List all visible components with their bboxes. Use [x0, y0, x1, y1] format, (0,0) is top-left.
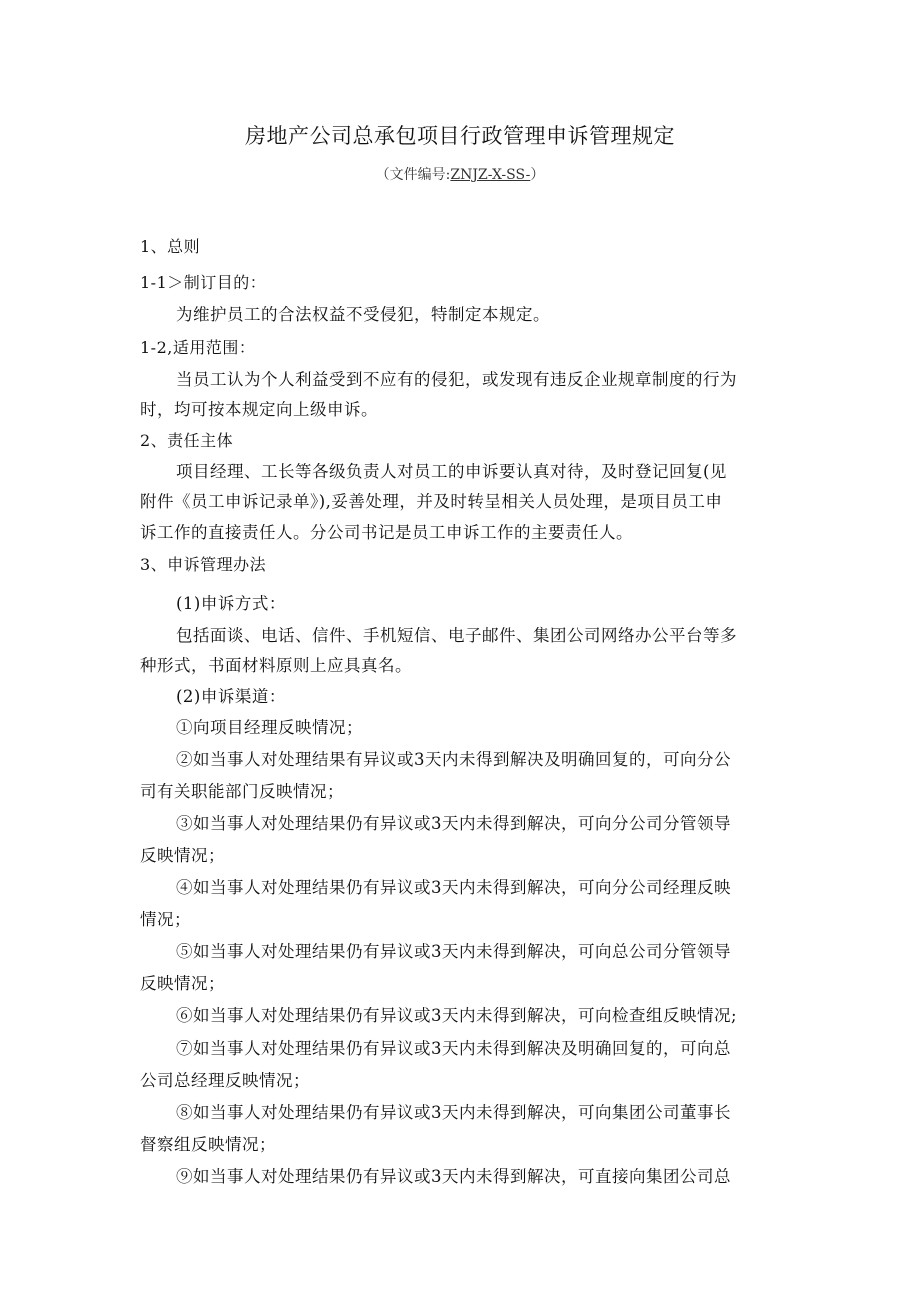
paragraph-line: 种形式，书面材料原则上应具真名。: [140, 656, 412, 675]
subsection-heading-channels: (2)申诉渠道：: [176, 687, 286, 706]
list-item: ④如当事人对处理结果仍有异议或3天内未得到解决，可向分公司经理反映: [176, 878, 731, 897]
document-number: [0, 164, 920, 184]
list-item-continuation: 司有关职能部门反映情况；: [140, 782, 344, 801]
paragraph-line: 诉工作的直接责任人。分公司书记是员工申诉工作的主要责任人。: [140, 523, 633, 542]
section-heading-responsibility: 2、责任主体: [140, 431, 234, 450]
subsection-heading-methods: (1)申诉方式：: [176, 594, 286, 613]
paragraph-line: 附件《员工申诉记录单》),妥善处理，并及时转呈相关人员处理，是项目员工申: [140, 492, 723, 511]
list-item: ⑤如当事人对处理结果仍有异议或3天内未得到解决，可向总公司分管领导: [176, 942, 731, 961]
list-item: ⑦如当事人对处理结果仍有异议或3天内未得到解决及明确回复的，可向总: [176, 1039, 731, 1058]
section-heading-procedures: 3、申诉管理办法: [140, 555, 267, 574]
list-item-continuation: 情况；: [140, 910, 191, 929]
list-item: ⑥如当事人对处理结果仍有异议或3天内未得到解决，可向检查组反映情况;: [176, 1006, 738, 1025]
subsection-heading-purpose: 1-1＞制订目的：: [140, 273, 267, 292]
list-item: ③如当事人对处理结果仍有异议或3天内未得到解决，可向分公司分管领导: [176, 814, 731, 833]
list-item: ②如当事人对处理结果有异议或3天内未得到解决及明确回复的，可向分公: [176, 750, 731, 769]
list-item-continuation: 反映情况；: [140, 846, 225, 865]
list-item: ①向项目经理反映情况；: [176, 718, 363, 737]
paragraph-line: 时，均可按本规定向上级申诉。: [140, 400, 378, 419]
list-item: ⑧如当事人对处理结果仍有异议或3天内未得到解决，可向集团公司董事长: [176, 1103, 731, 1122]
document-number-code: ZNJZ-X-SS-: [450, 167, 531, 183]
paragraph-line: 包括面谈、电话、信件、手机短信、电子邮件、集团公司网络办公平台等多: [176, 626, 737, 645]
document-number-suffix: ）: [530, 167, 545, 183]
subsection-heading-scope: 1-2,适用范围：: [140, 338, 256, 357]
document-number-prefix: （文件编号:: [375, 167, 451, 183]
paragraph-line: 当员工认为个人利益受到不应有的侵犯，或发现有违反企业规章制度的行为: [176, 370, 737, 389]
list-item-continuation: 公司总经理反映情况；: [140, 1071, 310, 1090]
list-item: ⑨如当事人对处理结果仍有异议或3天内未得到解决，可直接向集团公司总: [176, 1167, 731, 1186]
paragraph-line: 项目经理、工长等各级负责人对员工的申诉要认真对待，及时登记回复(见: [176, 462, 727, 481]
paragraph-line: 为维护员工的合法权益不受侵犯，特制定本规定。: [176, 305, 550, 324]
document-title: 房地产公司总承包项目行政管理申诉管理规定: [245, 124, 675, 148]
list-item-continuation: 督察组反映情况；: [140, 1135, 276, 1154]
list-item-continuation: 反映情况；: [140, 974, 225, 993]
section-heading-general: 1、总则: [140, 237, 201, 256]
